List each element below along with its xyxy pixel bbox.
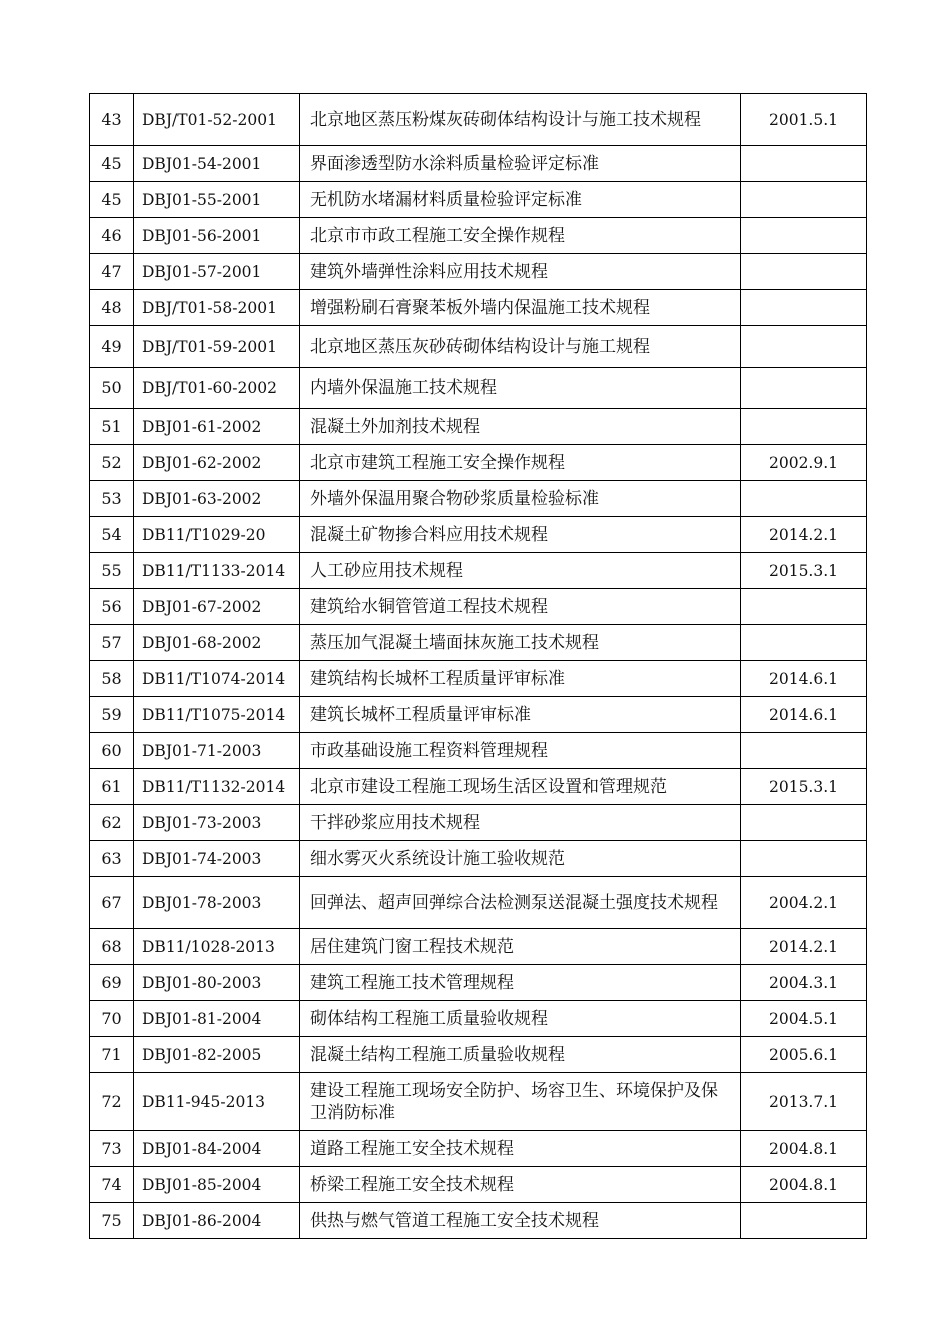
standard-code-cell: DBJ01-54-2001 — [134, 146, 300, 182]
standard-name-cell: 道路工程施工安全技术规程 — [300, 1131, 741, 1167]
effective-date-cell: 2014.6.1 — [741, 661, 867, 697]
standard-code-cell: DB11/T1074-2014 — [134, 661, 300, 697]
row-number-cell: 56 — [90, 589, 134, 625]
standard-name-cell: 混凝土矿物掺合料应用技术规程 — [300, 517, 741, 553]
row-number-cell: 69 — [90, 965, 134, 1001]
effective-date-cell: 2004.2.1 — [741, 877, 867, 929]
row-number-cell: 53 — [90, 481, 134, 517]
effective-date-cell: 2014.2.1 — [741, 929, 867, 965]
row-number-cell: 50 — [90, 368, 134, 409]
table-row — [90, 254, 867, 290]
standard-name-cell: 建筑给水铜管管道工程技术规程 — [300, 589, 741, 625]
standard-name-cell: 北京市市政工程施工安全操作规程 — [300, 218, 741, 254]
row-number-cell: 61 — [90, 769, 134, 805]
standard-name-cell: 外墙外保温用聚合物砂浆质量检验标准 — [300, 481, 741, 517]
effective-date-cell — [741, 290, 867, 326]
standard-code-cell: DBJ01-67-2002 — [134, 589, 300, 625]
standard-name-cell: 供热与燃气管道工程施工安全技术规程 — [300, 1203, 741, 1239]
standard-code-cell: DBJ01-82-2005 — [134, 1037, 300, 1073]
standard-name-cell: 人工砂应用技术规程 — [300, 553, 741, 589]
effective-date-cell — [741, 841, 867, 877]
table-row — [90, 517, 867, 553]
standard-name-cell: 建设工程施工现场安全防护、场容卫生、环境保护及保卫消防标准 — [300, 1073, 741, 1131]
table-row — [90, 929, 867, 965]
standard-name-cell: 桥梁工程施工安全技术规程 — [300, 1167, 741, 1203]
standard-name-cell: 无机防水堵漏材料质量检验评定标准 — [300, 182, 741, 218]
table-row — [90, 965, 867, 1001]
effective-date-cell: 2004.8.1 — [741, 1167, 867, 1203]
standard-name-cell: 回弹法、超声回弹综合法检测泵送混凝土强度技术规程 — [300, 877, 741, 929]
table-row — [90, 661, 867, 697]
table-row — [90, 146, 867, 182]
effective-date-cell: 2002.9.1 — [741, 445, 867, 481]
row-number-cell: 75 — [90, 1203, 134, 1239]
table-row — [90, 877, 867, 929]
row-number-cell: 62 — [90, 805, 134, 841]
row-number-cell: 71 — [90, 1037, 134, 1073]
table-row — [90, 697, 867, 733]
effective-date-cell — [741, 368, 867, 409]
effective-date-cell: 2014.6.1 — [741, 697, 867, 733]
standard-code-cell: DBJ01-61-2002 — [134, 409, 300, 445]
standard-name-cell: 增强粉刷石膏聚苯板外墙内保温施工技术规程 — [300, 290, 741, 326]
effective-date-cell: 2013.7.1 — [741, 1073, 867, 1131]
standard-code-cell: DB11/T1029-20 — [134, 517, 300, 553]
effective-date-cell — [741, 589, 867, 625]
effective-date-cell: 2004.5.1 — [741, 1001, 867, 1037]
table-row — [90, 553, 867, 589]
table-row — [90, 218, 867, 254]
standard-name-cell: 北京地区蒸压粉煤灰砖砌体结构设计与施工技术规程 — [300, 94, 741, 146]
table-row — [90, 1001, 867, 1037]
table-row — [90, 481, 867, 517]
row-number-cell: 59 — [90, 697, 134, 733]
standard-name-cell: 界面渗透型防水涂料质量检验评定标准 — [300, 146, 741, 182]
row-number-cell: 49 — [90, 326, 134, 368]
table-row — [90, 625, 867, 661]
effective-date-cell — [741, 218, 867, 254]
table-row — [90, 1203, 867, 1239]
table-row — [90, 1037, 867, 1073]
standard-name-cell: 干拌砂浆应用技术规程 — [300, 805, 741, 841]
row-number-cell: 57 — [90, 625, 134, 661]
standard-name-cell: 建筑工程施工技术管理规程 — [300, 965, 741, 1001]
standard-name-cell: 细水雾灭火系统设计施工验收规范 — [300, 841, 741, 877]
effective-date-cell: 2004.8.1 — [741, 1131, 867, 1167]
row-number-cell: 72 — [90, 1073, 134, 1131]
standard-code-cell: DBJ01-68-2002 — [134, 625, 300, 661]
standard-code-cell: DBJ01-55-2001 — [134, 182, 300, 218]
standard-name-cell: 居住建筑门窗工程技术规范 — [300, 929, 741, 965]
table-row — [90, 841, 867, 877]
effective-date-cell: 2004.3.1 — [741, 965, 867, 1001]
standard-code-cell: DBJ01-57-2001 — [134, 254, 300, 290]
standard-code-cell: DBJ01-84-2004 — [134, 1131, 300, 1167]
standard-name-cell: 建筑长城杯工程质量评审标准 — [300, 697, 741, 733]
standard-name-cell: 混凝土结构工程施工质量验收规程 — [300, 1037, 741, 1073]
row-number-cell: 48 — [90, 290, 134, 326]
standards-table — [89, 93, 867, 1239]
standard-name-cell: 混凝土外加剂技术规程 — [300, 409, 741, 445]
row-number-cell: 74 — [90, 1167, 134, 1203]
table-row — [90, 409, 867, 445]
effective-date-cell — [741, 733, 867, 769]
table-row — [90, 1131, 867, 1167]
effective-date-cell — [741, 326, 867, 368]
row-number-cell: 43 — [90, 94, 134, 146]
standard-code-cell: DBJ01-85-2004 — [134, 1167, 300, 1203]
table-row — [90, 445, 867, 481]
effective-date-cell — [741, 409, 867, 445]
effective-date-cell — [741, 254, 867, 290]
standard-name-cell: 北京地区蒸压灰砂砖砌体结构设计与施工规程 — [300, 326, 741, 368]
effective-date-cell: 2005.6.1 — [741, 1037, 867, 1073]
standard-name-cell: 建筑外墙弹性涂料应用技术规程 — [300, 254, 741, 290]
row-number-cell: 60 — [90, 733, 134, 769]
row-number-cell: 51 — [90, 409, 134, 445]
effective-date-cell — [741, 481, 867, 517]
row-number-cell: 68 — [90, 929, 134, 965]
table-row — [90, 182, 867, 218]
table-row — [90, 1167, 867, 1203]
standard-code-cell: DBJ/T01-60-2002 — [134, 368, 300, 409]
row-number-cell: 67 — [90, 877, 134, 929]
table-row — [90, 290, 867, 326]
standard-name-cell: 北京市建设工程施工现场生活区设置和管理规范 — [300, 769, 741, 805]
row-number-cell: 58 — [90, 661, 134, 697]
standard-code-cell: DBJ/T01-59-2001 — [134, 326, 300, 368]
standard-code-cell: DBJ01-62-2002 — [134, 445, 300, 481]
standard-name-cell: 蒸压加气混凝土墙面抹灰施工技术规程 — [300, 625, 741, 661]
row-number-cell: 54 — [90, 517, 134, 553]
standard-code-cell: DBJ/T01-52-2001 — [134, 94, 300, 146]
row-number-cell: 46 — [90, 218, 134, 254]
standard-code-cell: DB11/T1133-2014 — [134, 553, 300, 589]
effective-date-cell — [741, 146, 867, 182]
standard-code-cell: DB11-945-2013 — [134, 1073, 300, 1131]
row-number-cell: 73 — [90, 1131, 134, 1167]
standard-name-cell: 建筑结构长城杯工程质量评审标准 — [300, 661, 741, 697]
effective-date-cell: 2001.5.1 — [741, 94, 867, 146]
table-row — [90, 368, 867, 409]
standard-code-cell: DBJ01-63-2002 — [134, 481, 300, 517]
standard-code-cell: DBJ01-74-2003 — [134, 841, 300, 877]
row-number-cell: 45 — [90, 182, 134, 218]
effective-date-cell — [741, 805, 867, 841]
row-number-cell: 45 — [90, 146, 134, 182]
row-number-cell: 55 — [90, 553, 134, 589]
effective-date-cell: 2015.3.1 — [741, 769, 867, 805]
standard-name-cell: 砌体结构工程施工质量验收规程 — [300, 1001, 741, 1037]
standard-code-cell: DB11/T1132-2014 — [134, 769, 300, 805]
effective-date-cell: 2014.2.1 — [741, 517, 867, 553]
row-number-cell: 63 — [90, 841, 134, 877]
standard-code-cell: DBJ01-73-2003 — [134, 805, 300, 841]
standard-name-cell: 内墙外保温施工技术规程 — [300, 368, 741, 409]
standard-code-cell: DBJ01-56-2001 — [134, 218, 300, 254]
effective-date-cell — [741, 182, 867, 218]
row-number-cell: 52 — [90, 445, 134, 481]
standards-table-body — [90, 94, 867, 1239]
standard-name-cell: 北京市建筑工程施工安全操作规程 — [300, 445, 741, 481]
standard-code-cell: DBJ01-86-2004 — [134, 1203, 300, 1239]
table-row — [90, 805, 867, 841]
standard-code-cell: DBJ01-78-2003 — [134, 877, 300, 929]
row-number-cell: 47 — [90, 254, 134, 290]
effective-date-cell — [741, 1203, 867, 1239]
row-number-cell: 70 — [90, 1001, 134, 1037]
standard-code-cell: DBJ01-80-2003 — [134, 965, 300, 1001]
table-row — [90, 1073, 867, 1131]
table-row — [90, 589, 867, 625]
effective-date-cell: 2015.3.1 — [741, 553, 867, 589]
standard-code-cell: DBJ01-71-2003 — [134, 733, 300, 769]
standard-code-cell: DB11/1028-2013 — [134, 929, 300, 965]
standard-code-cell: DB11/T1075-2014 — [134, 697, 300, 733]
standard-code-cell: DBJ/T01-58-2001 — [134, 290, 300, 326]
table-row — [90, 733, 867, 769]
table-row — [90, 94, 867, 146]
standard-code-cell: DBJ01-81-2004 — [134, 1001, 300, 1037]
standard-name-cell: 市政基础设施工程资料管理规程 — [300, 733, 741, 769]
table-row — [90, 769, 867, 805]
effective-date-cell — [741, 625, 867, 661]
table-row — [90, 326, 867, 368]
